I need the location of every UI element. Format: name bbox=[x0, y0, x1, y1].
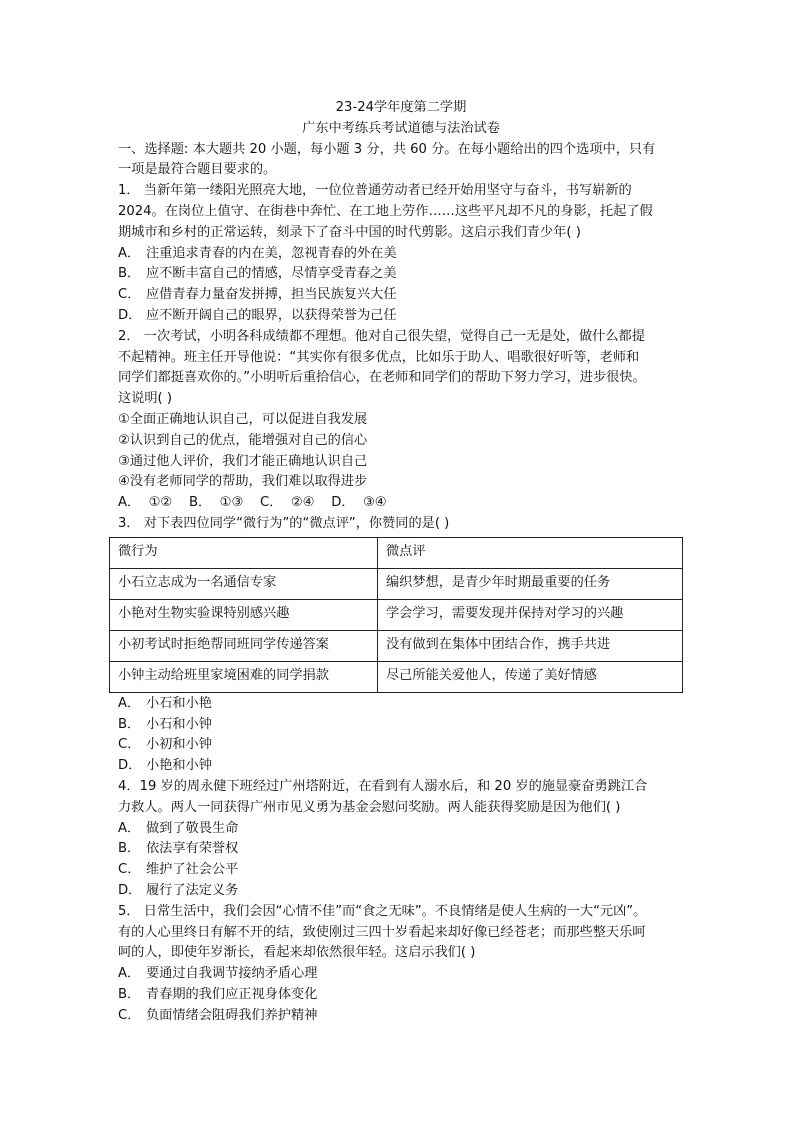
question-5-stem-line: 5． 日常生活中，我们会因“心情不佳”而“食之无味”。不良情绪是使人生病的一大“元凶”。 bbox=[118, 903, 647, 919]
question-1-stem-line: 期城市和乡村的正常运转，刻录下了奋斗中国的时代剪影。这启示我们青少年( ) bbox=[118, 224, 581, 240]
section-intro-line1: 一、选择题: 本大题共 20 小题，每小题 3 分，共 60 分。在每小题给出的四个选项中，只有 bbox=[118, 141, 656, 157]
section-intro-line2: 一项是最符合题目要求的。 bbox=[118, 162, 277, 178]
table-cell: 没有做到在集体中团结合作，携手共进 bbox=[378, 630, 683, 661]
question-2-stem-line: 同学们都挺喜欢你的。”小明听后重拾信心，在老师和同学们的帮助下努力学习，进步很快。 bbox=[118, 370, 646, 386]
question-1-option-d[interactable]: D． 应不断开阔自己的眼界，以获得荣誉为己任 bbox=[118, 307, 397, 323]
table-header-row bbox=[110, 537, 683, 568]
table-cell: 小石立志成为一名通信专家 bbox=[110, 568, 378, 599]
question-4-option-b[interactable]: B． 依法享有荣誉权 bbox=[118, 841, 239, 857]
question-3-option-d[interactable]: D． 小艳和小钟 bbox=[118, 758, 212, 774]
question-5 bbox=[118, 902, 684, 1027]
question-3-option-a[interactable]: A． 小石和小艳 bbox=[118, 695, 212, 711]
exam-page bbox=[118, 98, 684, 1026]
table-row bbox=[110, 630, 683, 661]
question-1-option-a[interactable]: A． 注重追求青春的内在美，忽视青春的外在美 bbox=[118, 245, 397, 261]
question-4 bbox=[118, 777, 684, 902]
question-1 bbox=[118, 181, 684, 327]
question-4-option-d[interactable]: D． 履行了法定义务 bbox=[118, 882, 239, 898]
table-header-cell: 微行为 bbox=[110, 537, 378, 568]
table-cell: 尽己所能关爱他人，传递了美好情感 bbox=[378, 661, 683, 692]
question-5-stem-line: 有的人心里终日有解不开的结，致使刚过三四十岁看起来却好像已经苍老；而那些整天乐呵 bbox=[118, 924, 646, 940]
exam-title-line1: 23-24学年度第二学期 bbox=[335, 100, 467, 115]
question-3 bbox=[118, 514, 684, 777]
behavior-review-table bbox=[109, 537, 683, 693]
table-row bbox=[110, 568, 683, 599]
question-3-option-b[interactable]: B． 小石和小钟 bbox=[118, 716, 212, 732]
exam-title-line2: 广东中考练兵考试道德与法治试卷 bbox=[302, 120, 500, 136]
question-2-statement: ②认识到自己的优点，能增强对自己的信心 bbox=[118, 432, 368, 448]
question-3-stem: 3． 对下表四位同学“微行为”的“微点评”，你赞同的是( ) bbox=[118, 515, 450, 531]
question-5-option-c[interactable]: C． 负面情绪会阻碍我们养护精神 bbox=[118, 1007, 318, 1023]
question-4-option-c[interactable]: C． 维护了社会公平 bbox=[118, 862, 239, 878]
table-header-cell: 微点评 bbox=[378, 537, 683, 568]
table-cell: 小初考试时拒绝帮同班同学传递答案 bbox=[110, 630, 378, 661]
question-1-stem-line: 1． 当新年第一缕阳光照亮大地，一位位普通劳动者已经开始用坚守与奋斗，书写崭新的 bbox=[118, 183, 632, 199]
table-cell: 编织梦想，是青少年时期最重要的任务 bbox=[378, 568, 683, 599]
question-2-stem-line: 不起精神。班主任开导他说：“其实你有很多优点，比如乐于助人、唱歌很好听等，老师和 bbox=[118, 349, 640, 365]
table-cell: 小钟主动给班里家境困难的同学捐款 bbox=[110, 661, 378, 692]
question-5-stem-line: 呵的人，即使年岁渐长，看起来却依然很年轻。这启示我们( ) bbox=[118, 945, 476, 961]
question-1-option-b[interactable]: B． 应不断丰富自己的情感，尽情享受青春之美 bbox=[118, 266, 397, 282]
question-2-stem-line: 2． 一次考试，小明各科成绩都不理想。他对自己很失望，觉得自己一无是处，做什么都提 bbox=[118, 328, 645, 344]
question-4-stem-line: 4．19 岁的周永健下班经过广州塔附近，在看到有人溺水后，和 20 岁的施显豪奋勇跳江合 bbox=[118, 778, 648, 794]
question-2-statement: ③通过他人评价，我们才能正确地认识自己 bbox=[118, 453, 368, 469]
question-5-option-a[interactable]: A． 要通过自我调节接纳矛盾心理 bbox=[118, 966, 318, 982]
question-1-stem-line: 2024。在岗位上值守、在街巷中奔忙、在工地上劳作……这些平凡却不凡的身影，托起了假 bbox=[118, 203, 653, 219]
table-cell: 小艳对生物实验课特别感兴趣 bbox=[110, 599, 378, 630]
question-2-statement: ④没有老师同学的帮助，我们难以取得进步 bbox=[118, 474, 368, 490]
question-2-statement: ①全面正确地认识自己，可以促进自我发展 bbox=[118, 411, 368, 427]
question-1-option-c[interactable]: C． 应借青春力量奋发拼搏，担当民族复兴大任 bbox=[118, 287, 397, 303]
question-4-option-a[interactable]: A． 做到了敬畏生命 bbox=[118, 820, 239, 836]
question-2-stem-line: 这说明( ) bbox=[118, 391, 173, 407]
table-cell: 学会学习，需要发现并保持对学习的兴趣 bbox=[378, 599, 683, 630]
table-row bbox=[110, 661, 683, 692]
question-3-option-c[interactable]: C． 小初和小钟 bbox=[118, 737, 212, 753]
question-2 bbox=[118, 327, 684, 514]
question-4-stem-line: 力救人。两人一同获得广州市见义勇为基金会慰问奖励。两人能获得奖励是因为他们( ) bbox=[118, 799, 621, 815]
question-5-option-b[interactable]: B． 青春期的我们应正视身体变化 bbox=[118, 986, 318, 1002]
question-2-options[interactable]: A． ①② B． ①③ C． ②④ D． ③④ bbox=[118, 495, 387, 511]
table-row bbox=[110, 599, 683, 630]
